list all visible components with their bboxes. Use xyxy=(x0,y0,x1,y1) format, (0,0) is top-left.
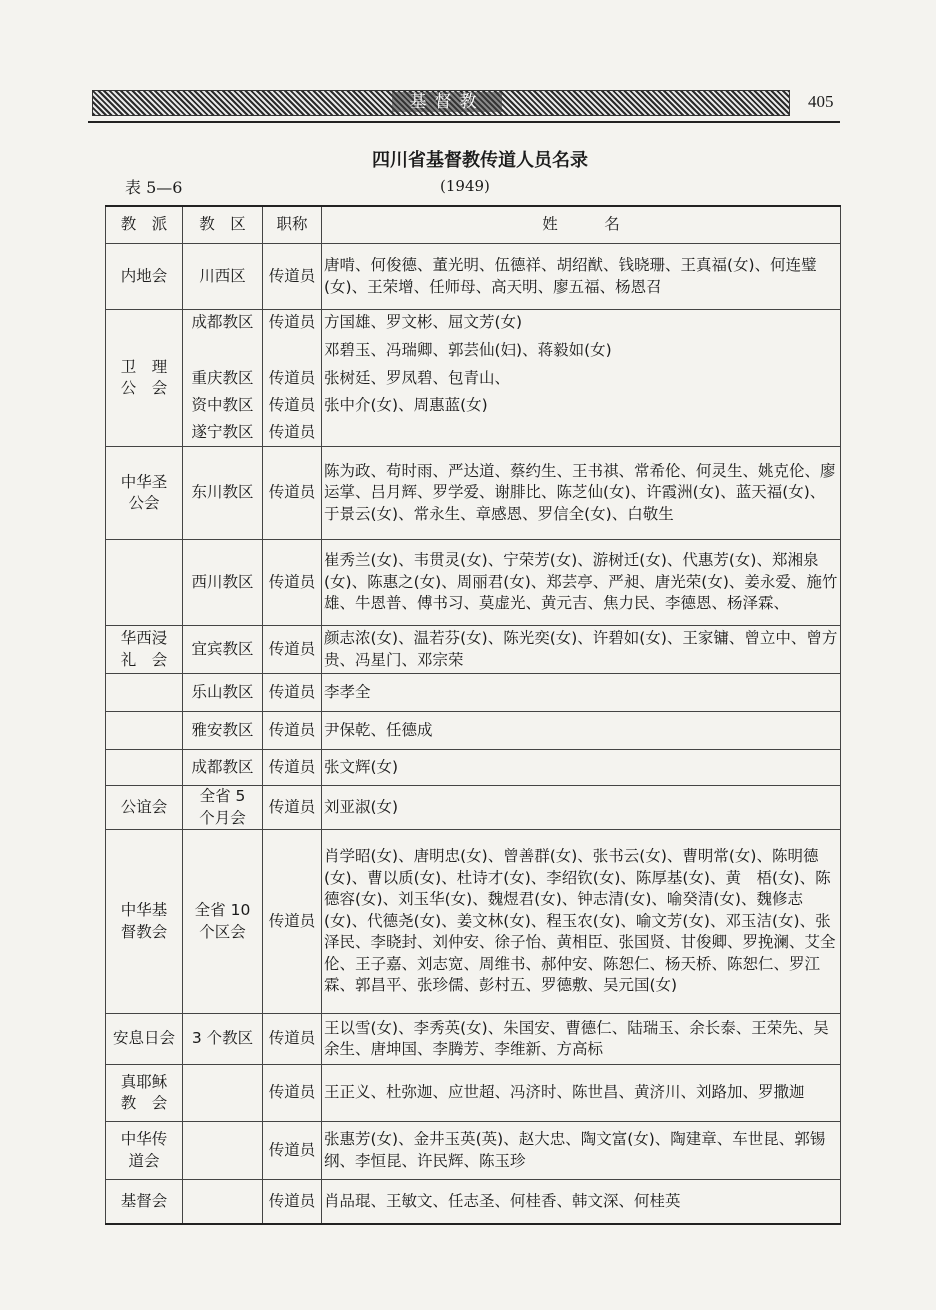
table-row xyxy=(106,712,841,750)
table-row xyxy=(106,447,841,540)
district-cell: 乐山教区 xyxy=(183,674,263,712)
sect-cell: 中华传 道会 xyxy=(106,1122,183,1180)
title-cell: 传道员 xyxy=(263,447,322,540)
sect-cell: 内地会 xyxy=(106,244,183,310)
sect-cell xyxy=(106,712,183,750)
table-row xyxy=(106,393,841,420)
sect-cell: 基督会 xyxy=(106,1180,183,1224)
district-cell: 西川教区 xyxy=(183,540,263,626)
title-cell: 传道员 xyxy=(263,712,322,750)
district-cell: 东川教区 xyxy=(183,447,263,540)
table-row xyxy=(106,310,841,336)
table-row xyxy=(106,750,841,786)
district-cell: 成都教区 xyxy=(183,750,263,786)
table-row xyxy=(106,366,841,393)
names-cell xyxy=(322,420,841,447)
names-cell: 颜志浓(女)、温若芬(女)、陈光奕(女)、许碧如(女)、王家镛、曾立中、曾方贵、冯星门、邓宗荣 xyxy=(322,626,841,674)
document-title: 四川省基督教传道人员名录 xyxy=(372,150,588,171)
table-row xyxy=(106,1014,841,1065)
title-cell: 传道员 xyxy=(263,1014,322,1065)
sect-cell xyxy=(106,750,183,786)
table-row xyxy=(106,540,841,626)
title-cell: 传道员 xyxy=(263,540,322,626)
table-label: 表 5—6 xyxy=(125,178,183,197)
table-row xyxy=(106,1122,841,1180)
names-cell: 王正义、杜弥迦、应世超、冯济时、陈世昌、黄济川、刘路加、罗撒迦 xyxy=(322,1065,841,1122)
title-cell: 传道员 xyxy=(263,750,322,786)
names-cell: 李孝全 xyxy=(322,674,841,712)
title-cell: 传道员 xyxy=(263,420,322,447)
title-cell: 传道员 xyxy=(263,244,322,310)
missionary-roster-table xyxy=(105,205,841,1225)
names-cell: 张中介(女)、周惠蓝(女) xyxy=(322,393,841,420)
names-cell: 张树廷、罗凤碧、包青山、 xyxy=(322,366,841,393)
title-cell: 传道员 xyxy=(263,786,322,830)
sect-cell: 公谊会 xyxy=(106,786,183,830)
running-title: 基督教 xyxy=(392,92,502,112)
title-cell: 传道员 xyxy=(263,1065,322,1122)
names-cell: 唐啃、何俊德、董光明、伍德祥、胡绍猷、钱晓珊、王真福(女)、何连璧(女)、王荣增、任师母、高天明、廖五福、杨恩召 xyxy=(322,244,841,310)
table-row xyxy=(106,1065,841,1122)
district-cell: 川西区 xyxy=(183,244,263,310)
table-header-row xyxy=(106,206,841,244)
table-row xyxy=(106,786,841,830)
sect-cell: 华西浸 礼 会 xyxy=(106,626,183,674)
title-cell: 传道员 xyxy=(263,366,322,393)
col-header-title: 职称 xyxy=(263,206,322,244)
table-row xyxy=(106,1180,841,1224)
sect-cell: 中华圣 公会 xyxy=(106,447,183,540)
names-cell: 肖学昭(女)、唐明忠(女)、曾善群(女)、张书云(女)、曹明常(女)、陈明德(女)、曹以质(女)、杜诗才(女)、李绍钦(女)、陈厚基(女)、黄 梧(女)、陈德容(女)、刘玉华(女)、魏煜君(女)、钟志清(女)、喻癸清(女)、魏修志(女)、代德尧(女)、姜文林(女)、程玉农(女)、喻文芳(女)、邓玉洁(女)、张泽民、李晓封、刘仲安、徐子怡、黄相臣、张国贤、甘俊卿、罗挽澜、艾全伦、王子嘉、刘志宽、周维书、郝仲安、陈恕仁、杨天桥、陈恕仁、罗江霖、郭昌平、张珍儒、彭村五、罗德敷、吴元国(女) xyxy=(322,830,841,1014)
names-cell: 刘亚淑(女) xyxy=(322,786,841,830)
sect-cell: 真耶稣 教 会 xyxy=(106,1065,183,1122)
title-cell: 传道员 xyxy=(263,674,322,712)
names-cell: 张惠芳(女)、金井玉英(英)、赵大忠、陶文富(女)、陶建章、车世昆、郭锡纲、李恒昆、许民辉、陈玉珍 xyxy=(322,1122,841,1180)
table-row xyxy=(106,336,841,366)
names-cell: 方国雄、罗文彬、屈文芳(女) xyxy=(322,310,841,336)
col-header-sect: 教 派 xyxy=(106,206,183,244)
district-cell xyxy=(183,1122,263,1180)
district-cell: 雅安教区 xyxy=(183,712,263,750)
title-cell: 传道员 xyxy=(263,393,322,420)
names-cell: 张文辉(女) xyxy=(322,750,841,786)
title-cell: 传道员 xyxy=(263,626,322,674)
names-cell: 邓碧玉、冯瑞卿、郭芸仙(妇)、蒋毅如(女) xyxy=(322,336,841,366)
page-number: 405 xyxy=(808,92,834,111)
names-cell: 王以雪(女)、李秀英(女)、朱国安、曹德仁、陆瑞玉、余长泰、王荣先、吴余生、唐坤国、李腾芳、李维新、方高标 xyxy=(322,1014,841,1065)
table-row xyxy=(106,420,841,447)
title-cell: 传道员 xyxy=(263,1180,322,1224)
names-cell: 崔秀兰(女)、韦贯灵(女)、宁荣芳(女)、游树迁(女)、代惠芳(女)、郑湘泉(女)、陈惠之(女)、周丽君(女)、郑芸亭、严昶、唐光荣(女)、姜永爱、施竹雄、牛恩普、傅书习、莫虚光、黄元吉、焦力民、李德恩、杨泽霖、 xyxy=(322,540,841,626)
title-cell: 传道员 xyxy=(263,310,322,336)
district-cell: 遂宁教区 xyxy=(183,420,263,447)
table-row xyxy=(106,626,841,674)
title-cell: 传道员 xyxy=(263,1122,322,1180)
district-cell: 宜宾教区 xyxy=(183,626,263,674)
title-cell: 传道员 xyxy=(263,830,322,1014)
sect-cell: 卫 理 公 会 xyxy=(106,310,183,447)
names-cell: 陈为政、苟时雨、严达道、蔡约生、王书祺、常希伦、何灵生、姚克伦、廖运掌、吕月辉、罗学爱、谢腓比、陈芝仙(女)、许霞洲(女)、蓝天福(女)、于景云(女)、常永生、章感恩、罗信全(女)、白敬生 xyxy=(322,447,841,540)
col-header-names: 姓 名 xyxy=(322,206,841,244)
sect-cell: 中华基 督教会 xyxy=(106,830,183,1014)
sect-cell xyxy=(106,540,183,626)
district-cell xyxy=(183,1180,263,1224)
names-cell: 肖品琨、王敏文、任志圣、何桂香、韩文深、何桂英 xyxy=(322,1180,841,1224)
district-cell: 成都教区 xyxy=(183,310,263,336)
district-cell xyxy=(183,1065,263,1122)
table-row xyxy=(106,674,841,712)
district-cell: 重庆教区 xyxy=(183,366,263,393)
district-cell: 3 个教区 xyxy=(183,1014,263,1065)
sect-cell: 安息日会 xyxy=(106,1014,183,1065)
sect-cell xyxy=(106,674,183,712)
table-row xyxy=(106,244,841,310)
table-year: (1949) xyxy=(440,177,490,195)
district-cell xyxy=(183,336,263,366)
district-cell: 资中教区 xyxy=(183,393,263,420)
district-cell: 全省 10 个区会 xyxy=(183,830,263,1014)
district-cell: 全省 5 个月会 xyxy=(183,786,263,830)
names-cell: 尹保乾、任德成 xyxy=(322,712,841,750)
title-cell xyxy=(263,336,322,366)
table-row xyxy=(106,830,841,1014)
header-rule xyxy=(88,121,840,123)
col-header-district: 教 区 xyxy=(183,206,263,244)
